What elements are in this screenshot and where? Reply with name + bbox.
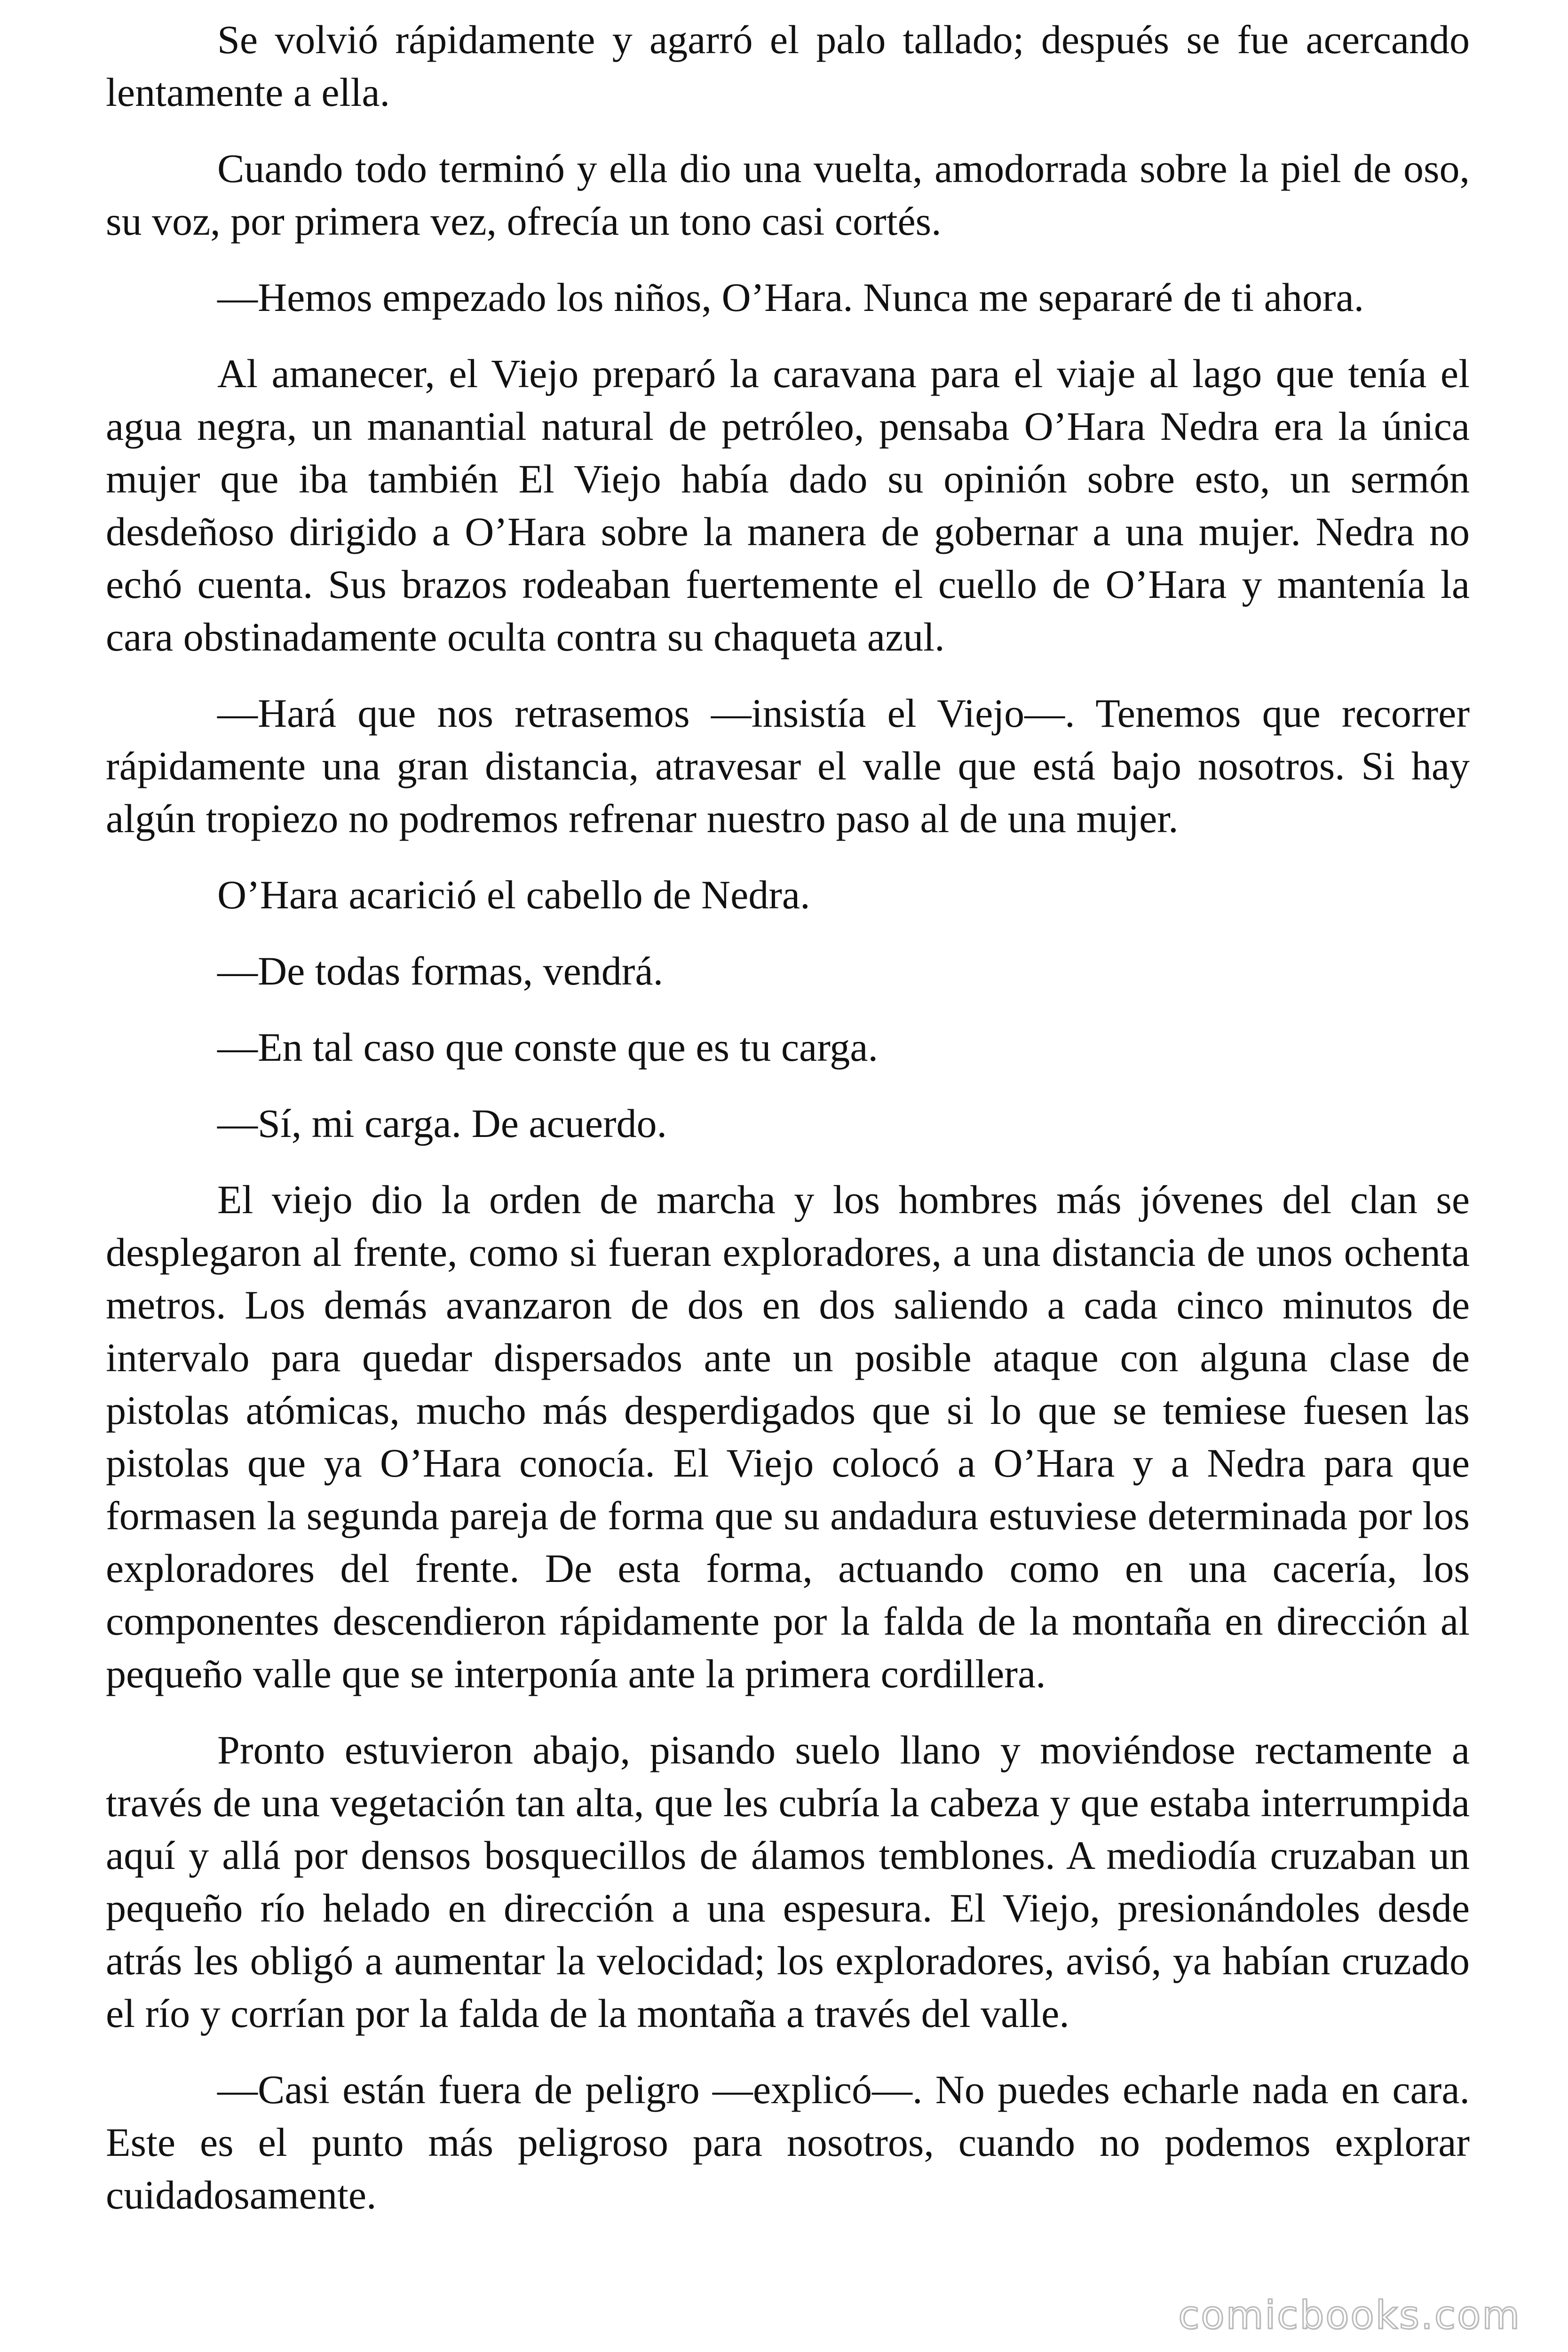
paragraph: —Hará que nos retrasemos —insistía el Viejo—. Tenemos que recorrer rápidamente una gran distancia, atravesar el valle que está bajo nosotros. Si hay algún tropiezo no podremos refrenar nuestro paso al de una mujer. (106, 691, 1470, 841)
paragraph: —En tal caso que conste que es tu carga. (217, 1025, 878, 1070)
paragraph: Pronto estuvieron abajo, pisando suelo llano y moviéndose rectamente a través de una vegetación tan alta, que les cubría la cabeza y que estaba interrumpida aquí y allá por densos bosquecillos de álamos temblones. A mediodía cruzaban un pequeño río helado en dirección a una espesura. El Viejo, presionándoles desde atrás les obligó a aumentar la velocidad; los exploradores, avisó, ya habían cruzado el río y corrían por la falda de la montaña a través del valle. (106, 1727, 1470, 2036)
paragraph: Cuando todo terminó y ella dio una vuelta, amodorrada sobre la piel de oso, su voz, por primera vez, ofrecía un tono casi cortés. (106, 146, 1470, 244)
page-text (106, 13, 1470, 2245)
paragraph: El viejo dio la orden de marcha y los hombres más jóvenes del clan se desplegaron al frente, como si fueran exploradores, a una distancia de unos ochenta metros. Los demás avanzaron de dos en dos saliendo a cada cinco minutos de intervalo para quedar dispersados ante un posible ataque con alguna clase de pistolas atómicas, mucho más desperdigados que si lo que se temiese fuesen las pistolas que ya O’Hara conocía. El Viejo colocó a O’Hara y a Nedra para que formasen la segunda pareja de forma que su andadura estuviese determinada por los exploradores del frente. De esta forma, actuando como en una cacería, los componentes descendieron rápidamente por la falda de la montaña en dirección al pequeño valle que se interponía ante la primera cordillera. (106, 1177, 1470, 1696)
paragraph: —Casi están fuera de peligro —explicó—. No puedes echarle nada en cara. Este es el punto más peligroso para nosotros, cuando no podemos explorar cuidadosamente. (106, 2067, 1470, 2217)
paragraph: —Hemos empezado los niños, O’Hara. Nunca me separaré de ti ahora. (217, 275, 1364, 320)
paragraph: Se volvió rápidamente y agarró el palo tallado; después se fue acercando lentamente a ella. (106, 17, 1470, 115)
paragraph: —Sí, mi carga. De acuerdo. (217, 1101, 667, 1146)
paragraph: Al amanecer, el Viejo preparó la caravana para el viaje al lago que tenía el agua negra, un manantial natural de petróleo, pensaba O’Hara Nedra era la única mujer que iba también El Viejo había dado su opinión sobre esto, un sermón desdeñoso dirigido a O’Hara sobre la manera de gobernar a una mujer. Nedra no echó cuenta. Sus brazos rodeaban fuertemente el cuello de O’Hara y mantenía la cara obstinadamente oculta contra su chaqueta azul. (106, 351, 1470, 660)
paragraph: O’Hara acarició el cabello de Nedra. (217, 872, 810, 917)
watermark: comicbooks.com (1178, 2293, 1521, 2338)
paragraph: —De todas formas, vendrá. (217, 948, 664, 993)
